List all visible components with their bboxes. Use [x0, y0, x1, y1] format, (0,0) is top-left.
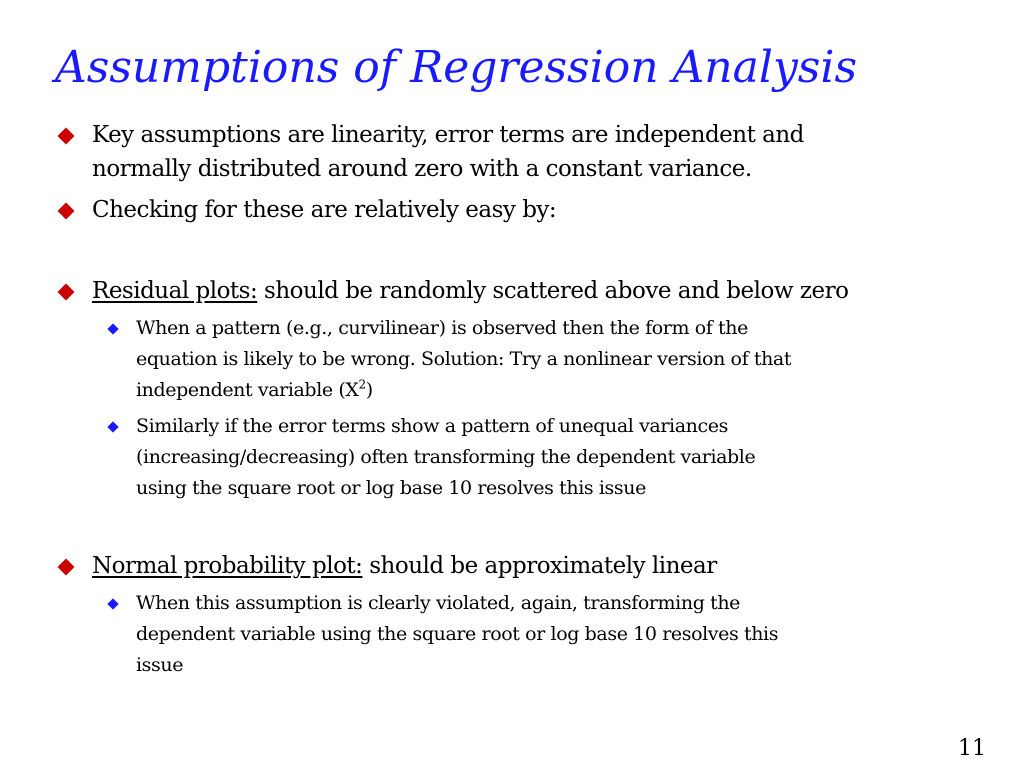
- subbullet-text: [136, 313, 996, 406]
- bullet-line: Checking for these are relatively easy by:: [92, 197, 557, 223]
- subbullet-line-prefix: independent variable (X: [136, 379, 359, 401]
- bullet-text: [92, 274, 972, 308]
- residual-plots-text: should be randomly scattered above and below zero: [257, 278, 849, 304]
- red-diamond-bullet-icon: [58, 128, 75, 145]
- superscript-two: 2: [358, 377, 366, 392]
- slide-title: Assumptions of Regression Analysis: [55, 42, 858, 93]
- subbullet-line: When a pattern (e.g., curvilinear) is observed then the form of the: [136, 317, 748, 339]
- subbullet-line: issue: [136, 654, 184, 676]
- bullet-line: Key assumptions are linearity, error terms are independent and: [92, 122, 804, 148]
- subbullet-text: [136, 588, 996, 681]
- subbullet-line: (increasing/decreasing) often transforming the dependent variable: [136, 446, 756, 468]
- subbullet-line-suffix: ): [365, 379, 373, 401]
- bullet-text: [92, 118, 972, 186]
- page-number: 11: [958, 736, 986, 761]
- blue-diamond-bullet-icon: [107, 421, 118, 432]
- subbullet-line: using the square root or log base 10 resolves this issue: [136, 477, 646, 499]
- blue-diamond-bullet-icon: [107, 323, 118, 334]
- blue-diamond-bullet-icon: [107, 598, 118, 609]
- bullet-text: [92, 549, 972, 583]
- subbullet-line: equation is likely to be wrong. Solution: Try a nonlinear version of that: [136, 348, 792, 370]
- subbullet-line: Similarly if the error terms show a pattern of unequal variances: [136, 415, 728, 437]
- subbullet-text: [136, 411, 996, 504]
- subbullet-line: [136, 375, 996, 406]
- subbullet-line: When this assumption is clearly violated, again, transforming the: [136, 592, 741, 614]
- red-diamond-bullet-icon: [58, 559, 75, 576]
- normal-probability-plot-text: should be approximately linear: [362, 553, 717, 579]
- bullet-line: [92, 549, 972, 583]
- bullet-line: normally distributed around zero with a constant variance.: [92, 156, 752, 182]
- normal-probability-plot-heading: Normal probability plot:: [92, 553, 363, 579]
- subbullet-line: dependent variable using the square root or log base 10 resolves this: [136, 623, 779, 645]
- red-diamond-bullet-icon: [58, 284, 75, 301]
- bullet-line: [92, 274, 972, 308]
- bullet-text: [92, 193, 972, 227]
- residual-plots-heading: Residual plots:: [92, 278, 258, 304]
- red-diamond-bullet-icon: [58, 203, 75, 220]
